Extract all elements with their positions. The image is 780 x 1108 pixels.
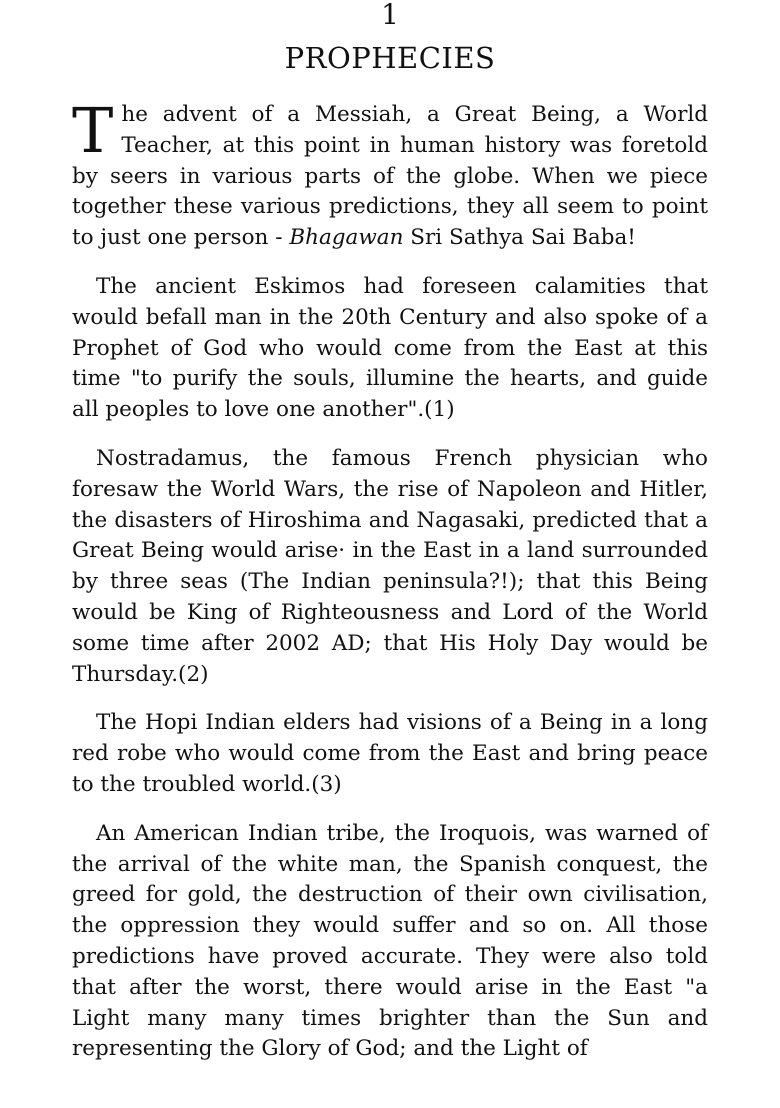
chapter-number: 1 — [381, 0, 399, 31]
chapter-body — [72, 94, 708, 1065]
drop-cap-letter: T — [72, 94, 114, 167]
paragraph-1-italic-term: Bhagawan — [289, 225, 404, 251]
paragraph-5: An American Indian tribe, the Iroquois, was warned of the arrival of the white man, the Spanish conquest, the greed for gold, the destruction of their own civilisation, the oppression they would suffer and so on. All those predictions have proved accurate. They were also told that after the worst, there would arise in the East "a Light many many times brighter than the Sun and representing the Glory of God; and the Light of — [72, 820, 708, 1062]
paragraph-3: Nostradamus, the famous French physician who foresaw the World Wars, the rise of Napoleon and Hitler, the disasters of Hiroshima and Nagasaki, predicted that a Great Being would arise· in the East in a land surrounded by three seas (The Indian peninsula?!); that this Being would be King of Righteousness and Lord of the World some time after 2002 AD; that His Holy Day would be Thursday.(2) — [72, 445, 708, 687]
paragraph-1-text-end: Sri Sathya Sai Baba! — [403, 225, 636, 251]
paragraph-4: The Hopi Indian elders had visions of a Being in a long red robe who would come from the East and bring peace to the troubled world.(3) — [72, 710, 708, 797]
chapter-title: PROPHECIES — [284, 41, 496, 75]
paragraph-1-text-start: he advent of a Messiah, a Great Being, a World Teacher, at this point in human history was foretold by seers in various parts of the globe. When we piece together these various predictions, they all seem to point to just one person - — [72, 102, 708, 251]
book-page — [72, 0, 708, 1083]
paragraph-1 — [72, 94, 708, 254]
paragraph-2: The ancient Eskimos had foreseen calamities that would befall man in the 20th Century and also spoke of a Prophet of God who would come from the East at this time "to purify the souls, illumine the hearts, and guide all peoples to love one another".(1) — [72, 273, 708, 423]
